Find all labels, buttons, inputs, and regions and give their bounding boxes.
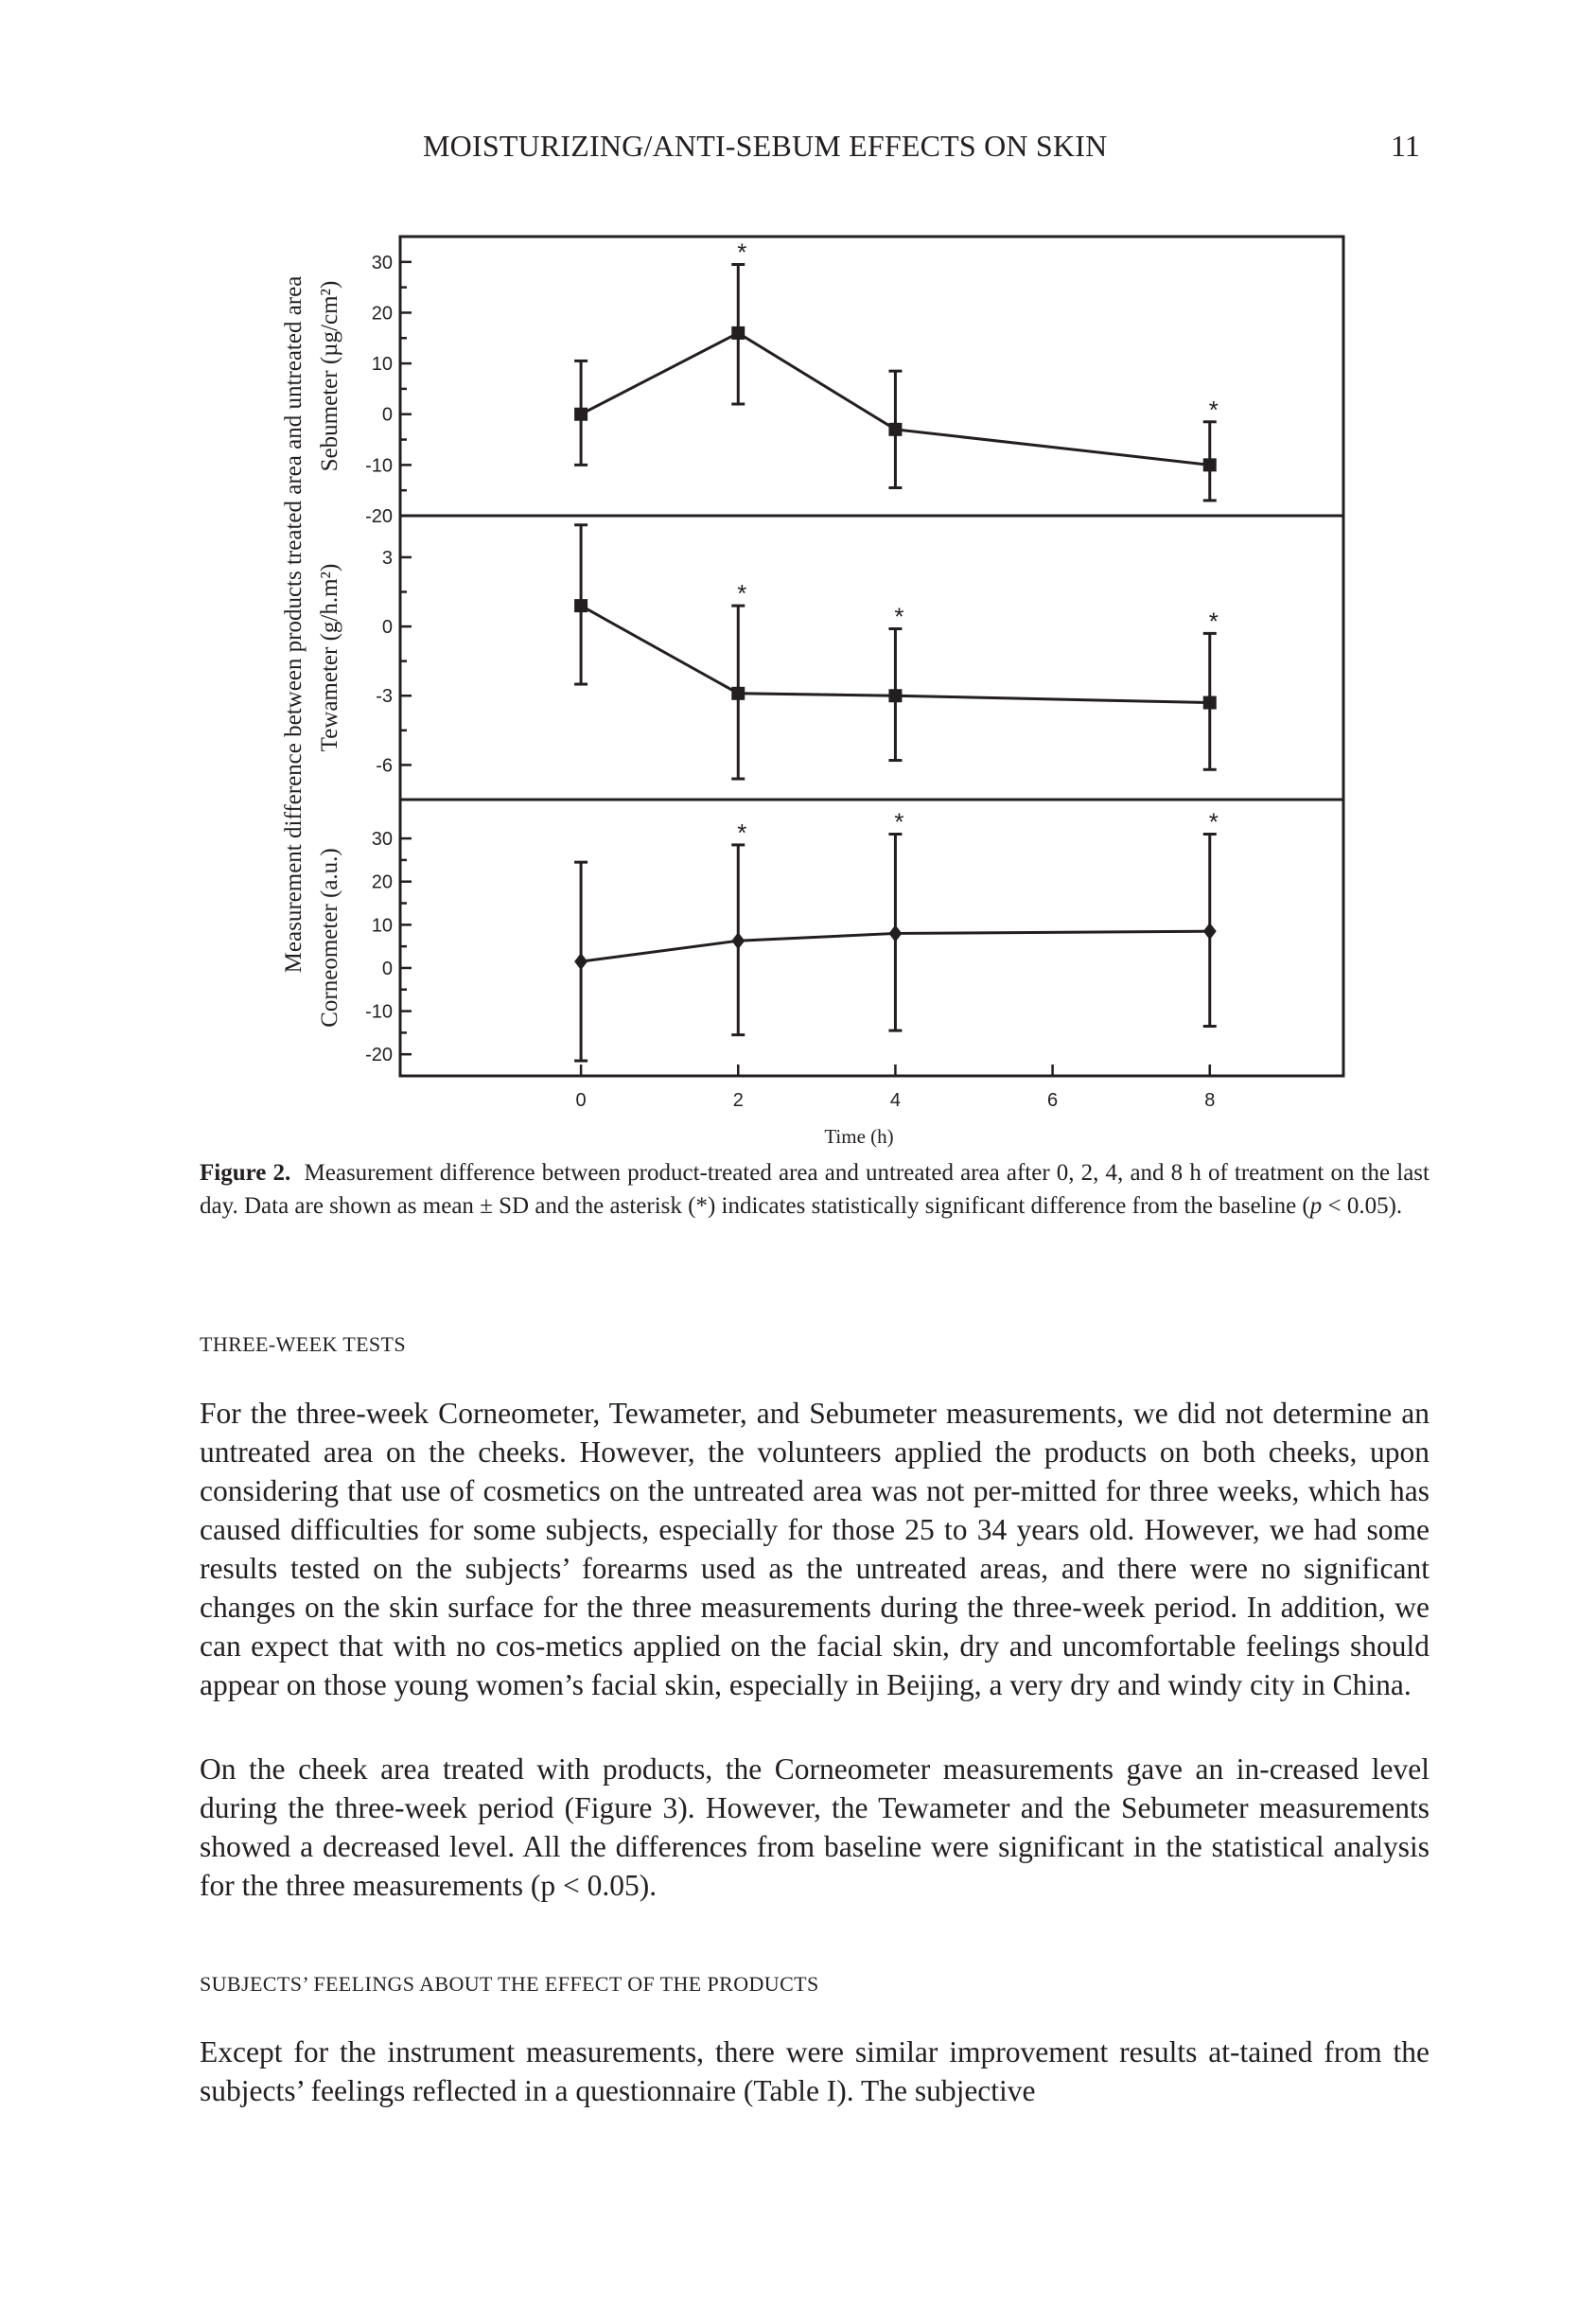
panel-y-axis-label: Corneometer (a.u.) (317, 848, 342, 1028)
significance-asterisk: * (1208, 807, 1219, 836)
significance-asterisk: * (737, 579, 747, 608)
data-point-square (574, 408, 588, 421)
y-tick-label: 30 (371, 252, 393, 273)
significance-asterisk: * (1208, 395, 1219, 424)
running-head-title: MOISTURIZING/ANTI-SEBUM EFFECTS ON SKIN (423, 129, 1108, 163)
panel-top (317, 238, 1219, 528)
y-tick-label: 30 (371, 829, 393, 851)
data-point-diamond (888, 924, 902, 942)
y-tick-label: 20 (371, 871, 393, 893)
y-tick-label: -10 (365, 1001, 393, 1023)
significance-asterisk: * (894, 602, 904, 631)
panel-y-axis-label: Sebumeter (µg/cm²) (317, 280, 342, 472)
panel-middle (317, 525, 1219, 779)
panel-frame-middle (400, 516, 1343, 800)
shared-y-axis-label: Measurement difference between products treated area and untreated area (281, 275, 307, 974)
caption-p-symbol: p (1309, 1193, 1323, 1219)
panel-bottom (317, 808, 1219, 1066)
y-tick-label: -3 (376, 686, 393, 708)
x-tick-label: 6 (1047, 1090, 1059, 1111)
data-point-square (1203, 458, 1217, 471)
panel-frames (400, 237, 1343, 1076)
x-tick-label: 0 (575, 1090, 587, 1111)
caption-text: Measurement difference between product-treated area and untreated area after 0, 2, 4, and 8 h of treatment on the last day. Data are shown as mean ± SD and the asterisk (*) indicates statistically significant difference from the baseline ( (200, 1160, 1429, 1219)
data-point-square (888, 423, 902, 436)
data-point-square (574, 599, 588, 612)
x-tick-label: 2 (732, 1090, 744, 1111)
y-tick-label: -6 (376, 755, 393, 777)
y-tick-label: 0 (381, 617, 393, 639)
caption-label: Figure 2. (200, 1160, 291, 1186)
paragraph: For the three-week Corneometer, Tewameter, and Sebumeter measurements, we did not determine an untreated area on the cheeks. However, the volunteers applied the products on both cheeks, upon considering that use of cosmetics on the untreated area was not per-mitted for three weeks, which has caused difficulties for some subjects, especially for those 25 to 34 years old. However, we had some results tested on the subjects’ forearms used as the untreated areas, and there were no significant changes on the skin surface for the three measurements during the three-week period. In addition, we can expect that with no cos-metics applied on the facial skin, dry and uncomfortable feelings should appear on those young women’s facial skin, especially in Beijing, a very dry and windy city in China. (200, 1397, 1429, 1701)
y-tick-label: 3 (381, 547, 393, 569)
paragraph: On the cheek area treated with products, the Corneometer measurements gave an in-creased level during the three-week period (Figure 3). However, the Tewameter and the Sebumeter measurements showed a decreased level. All the differences from baseline were significant in the statistical analysis for the three measurements (p < 0.05). (200, 1752, 1429, 1902)
y-tick-label: -10 (365, 455, 393, 477)
data-point-diamond (574, 953, 588, 970)
data-point-square (731, 687, 745, 700)
panel-frame-top (400, 237, 1343, 516)
section-heading-three-week-tests: THREE-WEEK TESTS (200, 1332, 407, 1356)
panel-frame-bottom (400, 800, 1343, 1076)
panel-y-axis-label: Tewameter (g/h.m²) (317, 563, 342, 752)
section-heading-subjects-feelings: SUBJECTS’ FEELINGS ABOUT THE EFFECT OF THE PRODUCTS (200, 1972, 819, 1996)
caption-text-end: < 0.05). (1322, 1193, 1403, 1219)
significance-asterisk: * (737, 818, 747, 847)
y-tick-label: 20 (371, 303, 393, 325)
x-axis (576, 1065, 1216, 1111)
page-number: 11 (1391, 129, 1420, 163)
y-tick-label: -20 (365, 506, 393, 527)
data-point-diamond (731, 932, 745, 949)
significance-asterisk: * (1208, 607, 1219, 636)
x-tick-label: 8 (1204, 1090, 1216, 1111)
data-point-diamond (1203, 923, 1217, 940)
significance-asterisk: * (737, 238, 747, 267)
y-tick-label: -20 (365, 1045, 393, 1066)
x-axis-label: Time (h) (824, 1125, 894, 1148)
paragraph: Except for the instrument measurements, there were similar improvement results at-tained from the subjects’ feelings reflected in a questionnaire (Table I). The subjective (200, 2035, 1429, 2107)
y-tick-label: 0 (381, 404, 393, 426)
y-tick-label: 10 (371, 354, 393, 376)
x-tick-label: 4 (889, 1090, 901, 1111)
data-point-square (1203, 696, 1217, 710)
y-tick-label: 0 (381, 958, 393, 979)
figure-caption (200, 1156, 1429, 1223)
significance-asterisk: * (894, 807, 904, 836)
y-tick-label: 10 (371, 915, 393, 937)
data-point-square (731, 326, 745, 340)
data-point-square (888, 689, 902, 702)
